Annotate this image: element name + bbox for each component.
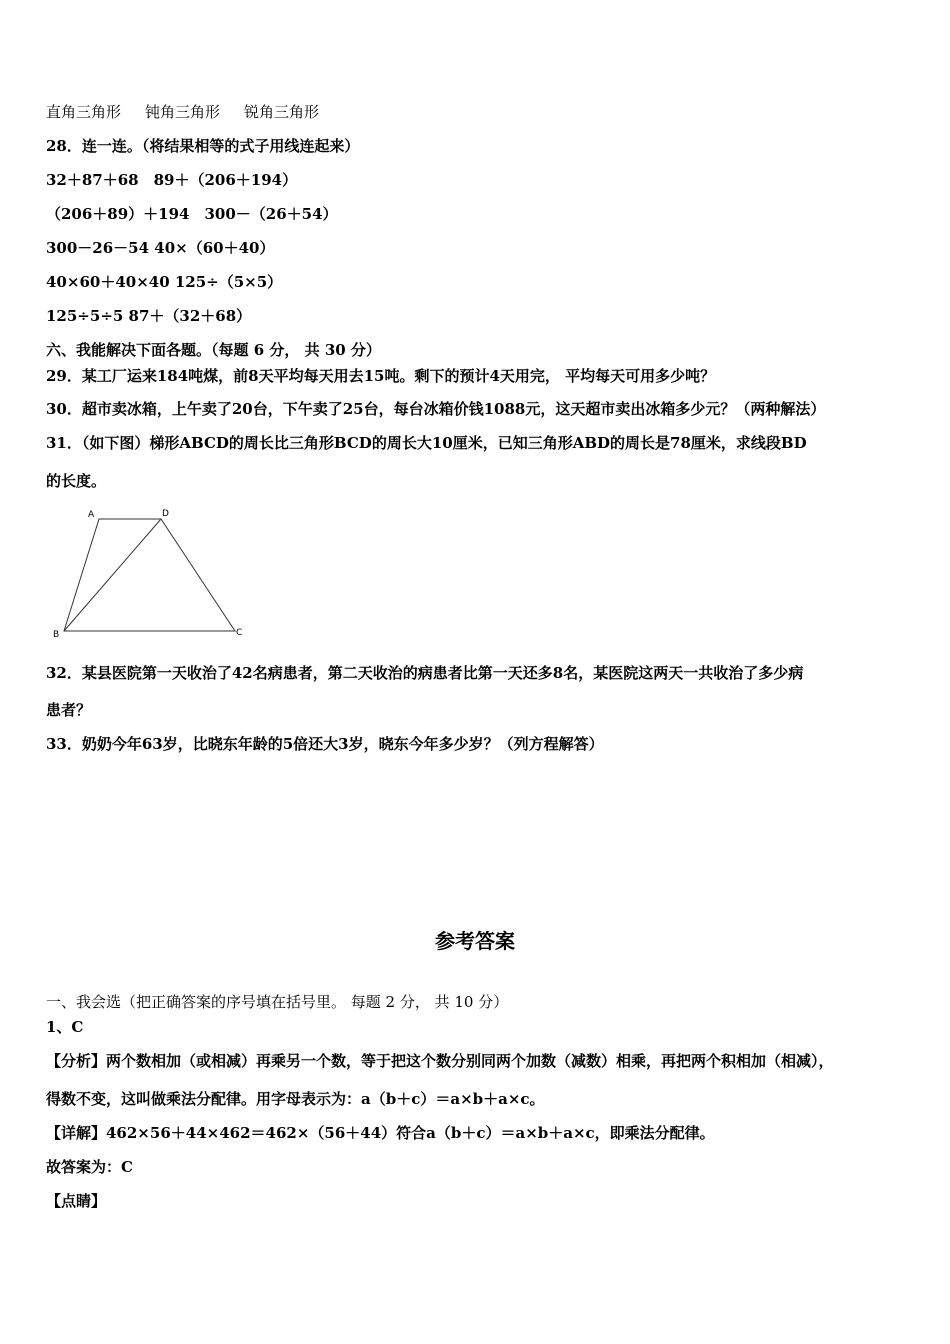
section-6-heading: 六、我能解决下面各题。（每题 6 分， 共 30 分） (46, 341, 381, 359)
q31-line-1: 31．（如下图）梯形ABCD的周长比三角形BCD的周长大10厘米，已知三角形ABD的周长是78厘米，求线段BD (46, 434, 807, 452)
result-line: 故答案为：C (46, 1158, 133, 1176)
vertex-b-label: B (53, 630, 60, 640)
q32-line-1: 32．某县医院第一天收治了42名病患者，第二天收治的病患者比第一天还多8名，某医院这两天一共收治了多少病 (46, 664, 804, 682)
triangle-types-row (46, 102, 319, 122)
detail-line: 【详解】462×56＋44×462＝462×（56＋44）符合a（b＋c）＝a×b＋a×c，即乘法分配律。 (46, 1124, 715, 1142)
q33: 33．奶奶今年63岁，比晓东年龄的5倍还大3岁，晓东今年多少岁？（列方程解答） (46, 735, 604, 753)
vertex-a-label: A (88, 510, 95, 520)
q28-row-5: 125÷5÷5 87＋（32＋68） (46, 307, 252, 325)
answer-1: 1、C (46, 1018, 84, 1036)
comment-label: 【点睛】 (46, 1192, 107, 1210)
triangle-type-acute: 锐角三角形 (244, 103, 320, 121)
answers-title: 参考答案 (435, 929, 515, 953)
q28-row-2: （206＋89）＋194 300－（26＋54） (46, 205, 338, 223)
q29: 29．某工厂运来184吨煤，前8天平均每天用去15吨。剩下的预计4天用完， 平均每天可用多少吨？ (46, 367, 716, 385)
q32-line-2: 患者？ (46, 701, 92, 719)
answers-section-1-heading: 一、我会选（把正确答案的序号填在括号里。 每题 2 分， 共 10 分） (46, 993, 509, 1011)
segment-bd (64, 519, 161, 631)
trapezoid-abcd (64, 519, 235, 631)
analysis-line-2: 得数不变，这叫做乘法分配律。用字母表示为：a（b＋c）＝a×b＋a×c。 (46, 1090, 545, 1108)
q28-row-1: 32＋87＋68 89＋（206＋194） (46, 171, 298, 189)
vertex-d-label: D (162, 509, 169, 519)
q28-prompt: 28．连一连。（将结果相等的式子用线连起来） (46, 137, 360, 155)
q30: 30．超市卖冰箱，上午卖了20台，下午卖了25台，每台冰箱价钱1088元，这天超市卖出冰箱多少元？（两种解法） (46, 400, 826, 418)
trapezoid-figure (50, 505, 250, 645)
triangle-type-obtuse: 钝角三角形 (145, 103, 221, 121)
q28-row-4: 40×60＋40×40 125÷（5×5） (46, 273, 283, 291)
analysis-line-1: 【分析】两个数相加（或相减）再乘另一个数，等于把这个数分别同两个加数（减数）相乘，再把两个积相加（相减）， (46, 1052, 834, 1070)
triangle-type-right: 直角三角形 (46, 103, 122, 121)
q28-row-3: 300－26－54 40×（60＋40） (46, 239, 275, 257)
vertex-c-label: C (236, 628, 243, 638)
q31-line-2: 的长度。 (46, 472, 107, 490)
